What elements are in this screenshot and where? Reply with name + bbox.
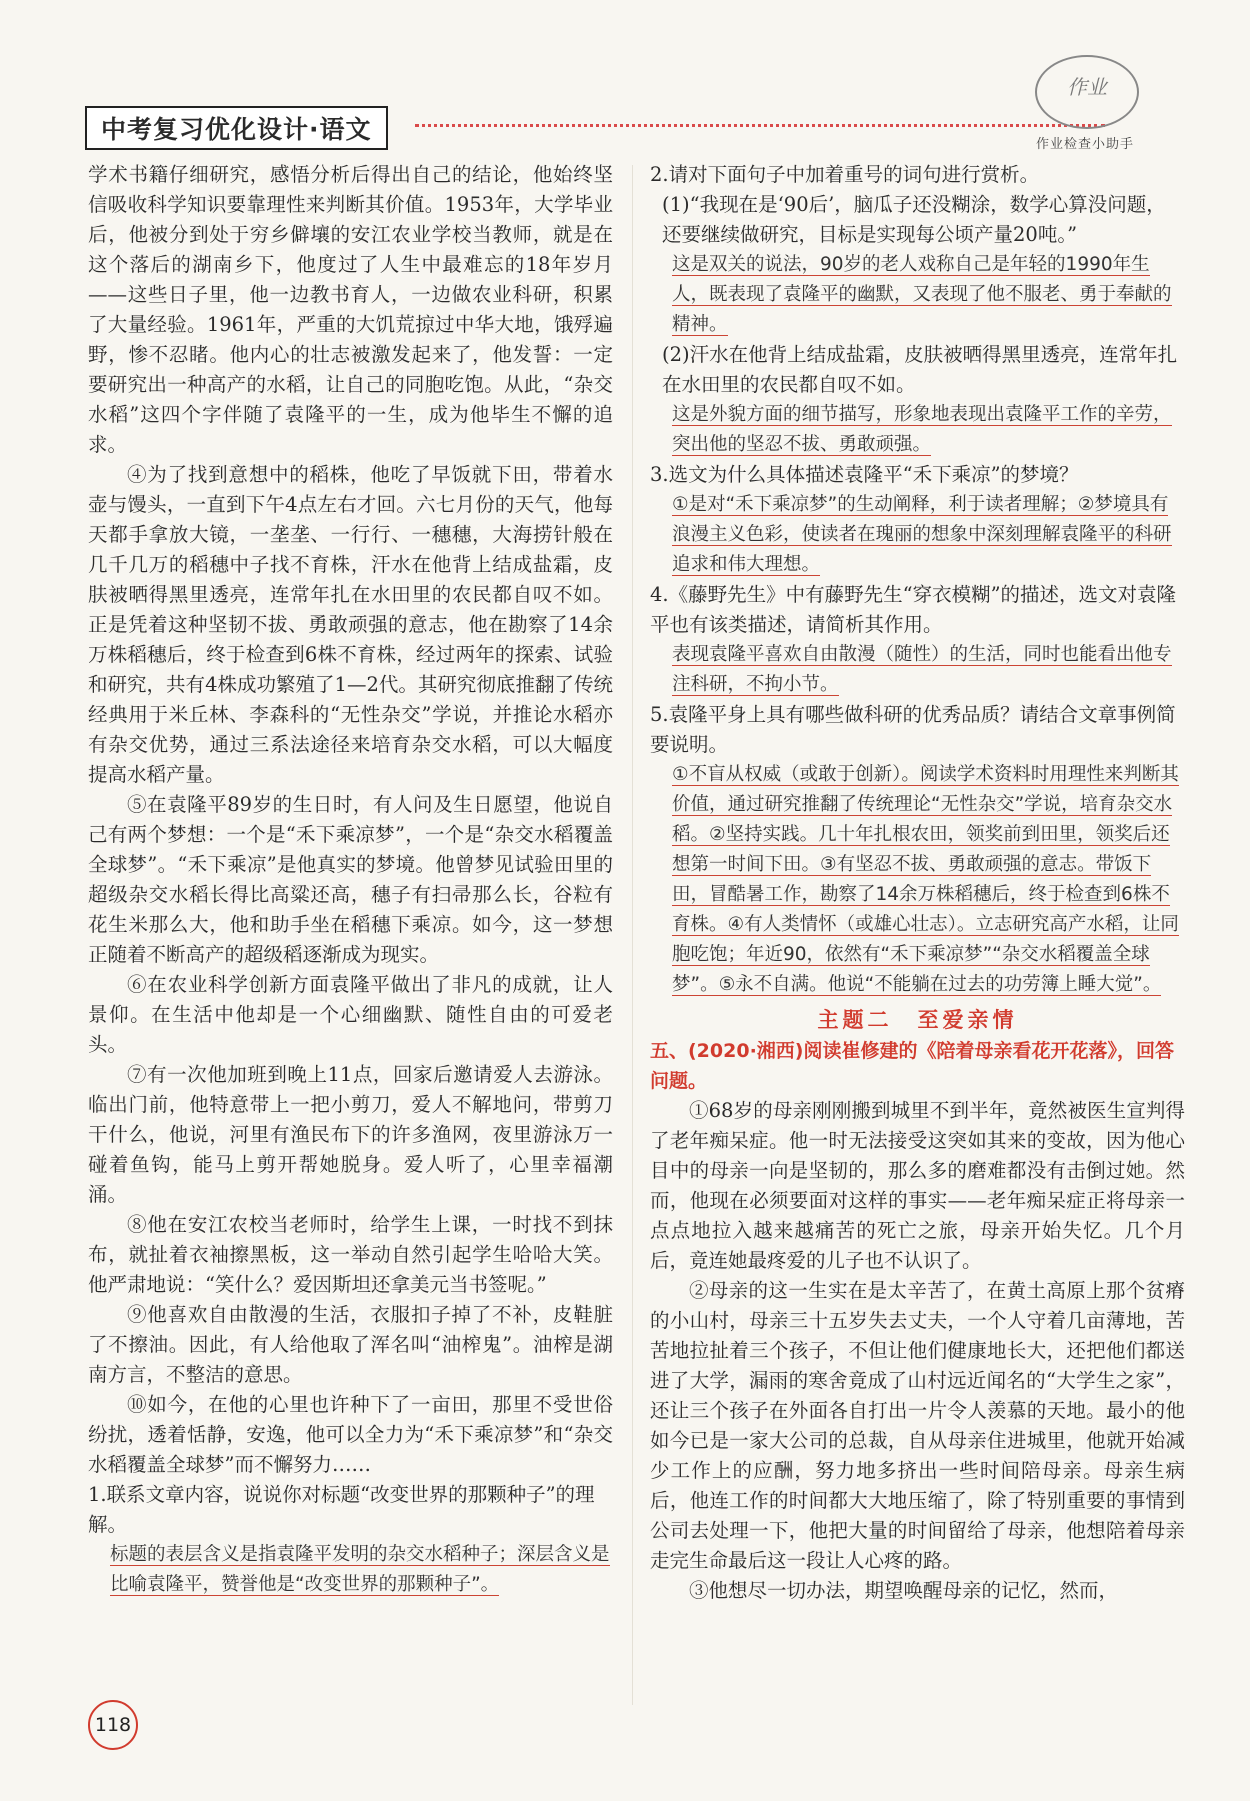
stamp-icon: 作业 (1035, 55, 1139, 129)
reading-paragraph: ①68岁的母亲刚刚搬到城里不到半年，竟然被医生宣判得了老年痴呆症。他一时无法接受这突如其来的变故，因为他心目中的母亲一向是坚韧的，那么多的磨难都没有击倒过她。然而，他现在必须要面对这样的事实——老年痴呆症正将母亲一点点地拉入越来越痛苦的死亡之旅，母亲开始失忆。几个月后，竟连她最疼爱的儿子也不认识了。 (650, 1099, 1185, 1272)
answer-2-2 (672, 400, 1185, 460)
answer-2-2-text: 这是外貌方面的细节描写，形象地表现出袁隆平工作的辛劳，突出他的坚忍不拔、勇敢顽强。 (672, 404, 1172, 455)
answer-3-text: ①是对“禾下乘凉梦”的生动阐释，利于读者理解；②梦境具有浪漫主义色彩，使读者在瑰丽的想象中深刻理解袁隆平的科研追求和伟大理想。 (672, 494, 1172, 575)
right-column (650, 160, 1185, 1606)
question-2-1: (1)“我现在是‘90后’，脑瓜子还没糊涂，数学心算没问题，还要继续做研究，目标是实现每公顷产量20吨。” (662, 193, 1166, 246)
question-5: 5.袁隆平身上具有哪些做科研的优秀品质？请结合文章事例简要说明。 (650, 703, 1176, 756)
answer-3 (672, 490, 1185, 580)
book-title: 中考复习优化设计·语文 (85, 106, 388, 150)
header-dotted-rule (415, 124, 1105, 127)
column-divider (632, 165, 633, 1705)
article-paragraph: 学术书籍仔细研究，感悟分析后得出自己的结论，他始终坚信吸收科学知识要靠理性来判断其价值。1953年，大学毕业后，他被分到处于穷乡僻壤的安江农业学校当教师，就是在这个落后的湖南乡下，他度过了人生中最难忘的18年岁月——这些日子里，他一边教书育人，一边做农业科研，积累了大量经验。1961年，严重的大饥荒掠过中华大地，饿殍遍野，惨不忍睹。他内心的壮志被激发起来了，他发誓：一定要研究出一种高产的水稻，让自己的同胞吃饱。从此，“杂交水稻”这四个字伴随了袁隆平的一生，成为他毕生不懈的追求。 (88, 163, 613, 456)
stamp-caption: 作业检查小助手 (1035, 137, 1134, 152)
article-paragraph: ⑧他在安江农校当老师时，给学生上课，一时找不到抹布，就扯着衣袖擦黑板，这一举动自然引起学生哈哈大笑。他严肃地说：“笑什么？爱因斯坦还拿美元当书签呢。” (88, 1213, 613, 1296)
answer-5 (672, 760, 1185, 1000)
answer-2-1-text: 这是双关的说法，90岁的老人戏称自己是年轻的1990年生人，既表现了袁隆平的幽默，又表现了他不服老、勇于奉献的精神。 (672, 254, 1172, 335)
question-2-2: (2)汗水在他背上结成盐霜，皮肤被晒得黑里透亮，连常年扎在水田里的农民都自叹不如。 (662, 343, 1178, 396)
question-4: 4.《藤野先生》中有藤野先生“穿衣模糊”的描述，选文对袁隆平也有该类描述，请简析其作用。 (650, 583, 1177, 636)
section-title: 五、(2020·湘西)阅读崔修建的《陪着母亲看花开花落》，回答问题。 (650, 1040, 1174, 1092)
answer-1 (110, 1540, 613, 1600)
article-paragraph: ⑦有一次他加班到晚上11点，回家后邀请爱人去游泳。临出门前，他特意带上一把小剪刀，爱人不解地问，带剪刀干什么，他说，河里有渔民布下的许多渔网，夜里游泳万一碰着鱼钩，能马上剪开帮她脱身。爱人听了，心里幸福潮涌。 (88, 1063, 613, 1206)
answer-1-text: 标题的表层含义是指袁隆平发明的杂交水稻种子；深层含义是比喻袁隆平，赞誉他是“改变世界的那颗种子”。 (110, 1544, 610, 1595)
topic-heading: 主题二 至爱亲情 (817, 1008, 1018, 1032)
question-3: 3.选文为什么具体描述袁隆平“禾下乘凉”的梦境？ (650, 463, 1079, 486)
article-paragraph: ⑥在农业科学创新方面袁隆平做出了非凡的成就，让人景仰。在生活中他却是一个心细幽默、随性自由的可爱老头。 (88, 973, 613, 1056)
reading-paragraph: ②母亲的这一生实在是太辛苦了，在黄土高原上那个贫瘠的小山村，母亲三十五岁失去丈夫，一个人守着几亩薄地，苦苦地拉扯着三个孩子，不但让他们健康地长大，还把他们都送进了大学，漏雨的寒舍竟成了山村远近闻名的“大学生之家”，还让三个孩子在外面各自打出一片令人羡慕的天地。最小的他如今已是一家大公司的总裁，自从母亲住进城里，他就开始减少工作上的应酬，努力地多挤出一些时间陪母亲。母亲生病后，他连工作的时间都大大地压缩了，除了特别重要的事情到公司去处理一下，他把大量的时间留给了母亲，他想陪着母亲走完生命最后这一段让人心疼的路。 (650, 1279, 1185, 1572)
article-paragraph: ⑤在袁隆平89岁的生日时，有人问及生日愿望，他说自己有两个梦想：一个是“禾下乘凉梦”，一个是“杂交水稻覆盖全球梦”。“禾下乘凉”是他真实的梦境。他曾梦见试验田里的超级杂交水稻长得比高粱还高，穗子有扫帚那么长，谷粒有花生米那么大，他和助手坐在稻穗下乘凉。如今，这一梦想正随着不断高产的超级稻逐渐成为现实。 (88, 793, 613, 966)
answer-4-text: 表现袁隆平喜欢自由散漫（随性）的生活，同时也能看出他专注科研，不拘小节。 (672, 644, 1172, 695)
question-2: 2.请对下面句子中加着重号的词句进行赏析。 (650, 163, 1040, 186)
page-number: 118 (88, 1700, 138, 1750)
article-paragraph: ⑩如今，在他的心里也许种下了一亩田，那里不受世俗纷扰，透着恬静，安逸，他可以全力为“禾下乘凉梦”和“杂交水稻覆盖全球梦”而不懈努力…… (88, 1393, 613, 1476)
article-paragraph: ④为了找到意想中的稻株，他吃了早饭就下田，带着水壶与馒头，一直到下午4点左右才回。六七月份的天气，他每天都手拿放大镜，一垄垄、一行行、一穗穗，大海捞针般在几千几万的稻穗中子找不育株，汗水在他背上结成盐霜，皮肤被晒得黑里透亮，连常年扎在水田里的农民都自叹不如。正是凭着这种坚韧不拔、勇敢顽强的意志，他在勘察了14余万株稻穗后，终于检查到6株不育株，经过两年的探索、试验和研究，共有4株成功繁殖了1—2代。其研究彻底推翻了传统经典用于米丘林、李森科的“无性杂交”学说，并推论水稻亦有杂交优势，通过三系法途径来培育杂交水稻，可以大幅度提高水稻产量。 (88, 463, 613, 786)
left-column (88, 160, 613, 1600)
article-paragraph: ⑨他喜欢自由散漫的生活，衣服扣子掉了不补，皮鞋脏了不擦油。因此，有人给他取了浑名叫“油榨鬼”。油榨是湖南方言，不整洁的意思。 (88, 1303, 613, 1386)
answer-4 (672, 640, 1185, 700)
answer-2-1 (672, 250, 1185, 340)
homework-helper-stamp (1015, 55, 1155, 150)
answer-5-text: ①不盲从权威（或敢于创新）。阅读学术资料时用理性来判断其价值，通过研究推翻了传统理论“无性杂交”学说，培育杂交水稻。②坚持实践。几十年扎根农田，领奖前到田里，领奖后还想第一时间下田。③有坚忍不拔、勇敢顽强的意志。带饭下田，冒酷暑工作，勘察了14余万株稻穗后，终于检查到6株不育株。④有人类情怀（或雄心壮志）。立志研究高产水稻，让同胞吃饱；年近90，依然有“禾下乘凉梦”“杂交水稻覆盖全球梦”。⑤永不自满。他说“不能躺在过去的功劳簿上睡大觉”。 (672, 764, 1179, 995)
reading-paragraph: ③他想尽一切办法，期望唤醒母亲的记忆，然而， (689, 1579, 1119, 1602)
question-1: 1.联系文章内容，说说你对标题“改变世界的那颗种子”的理解。 (88, 1483, 595, 1536)
